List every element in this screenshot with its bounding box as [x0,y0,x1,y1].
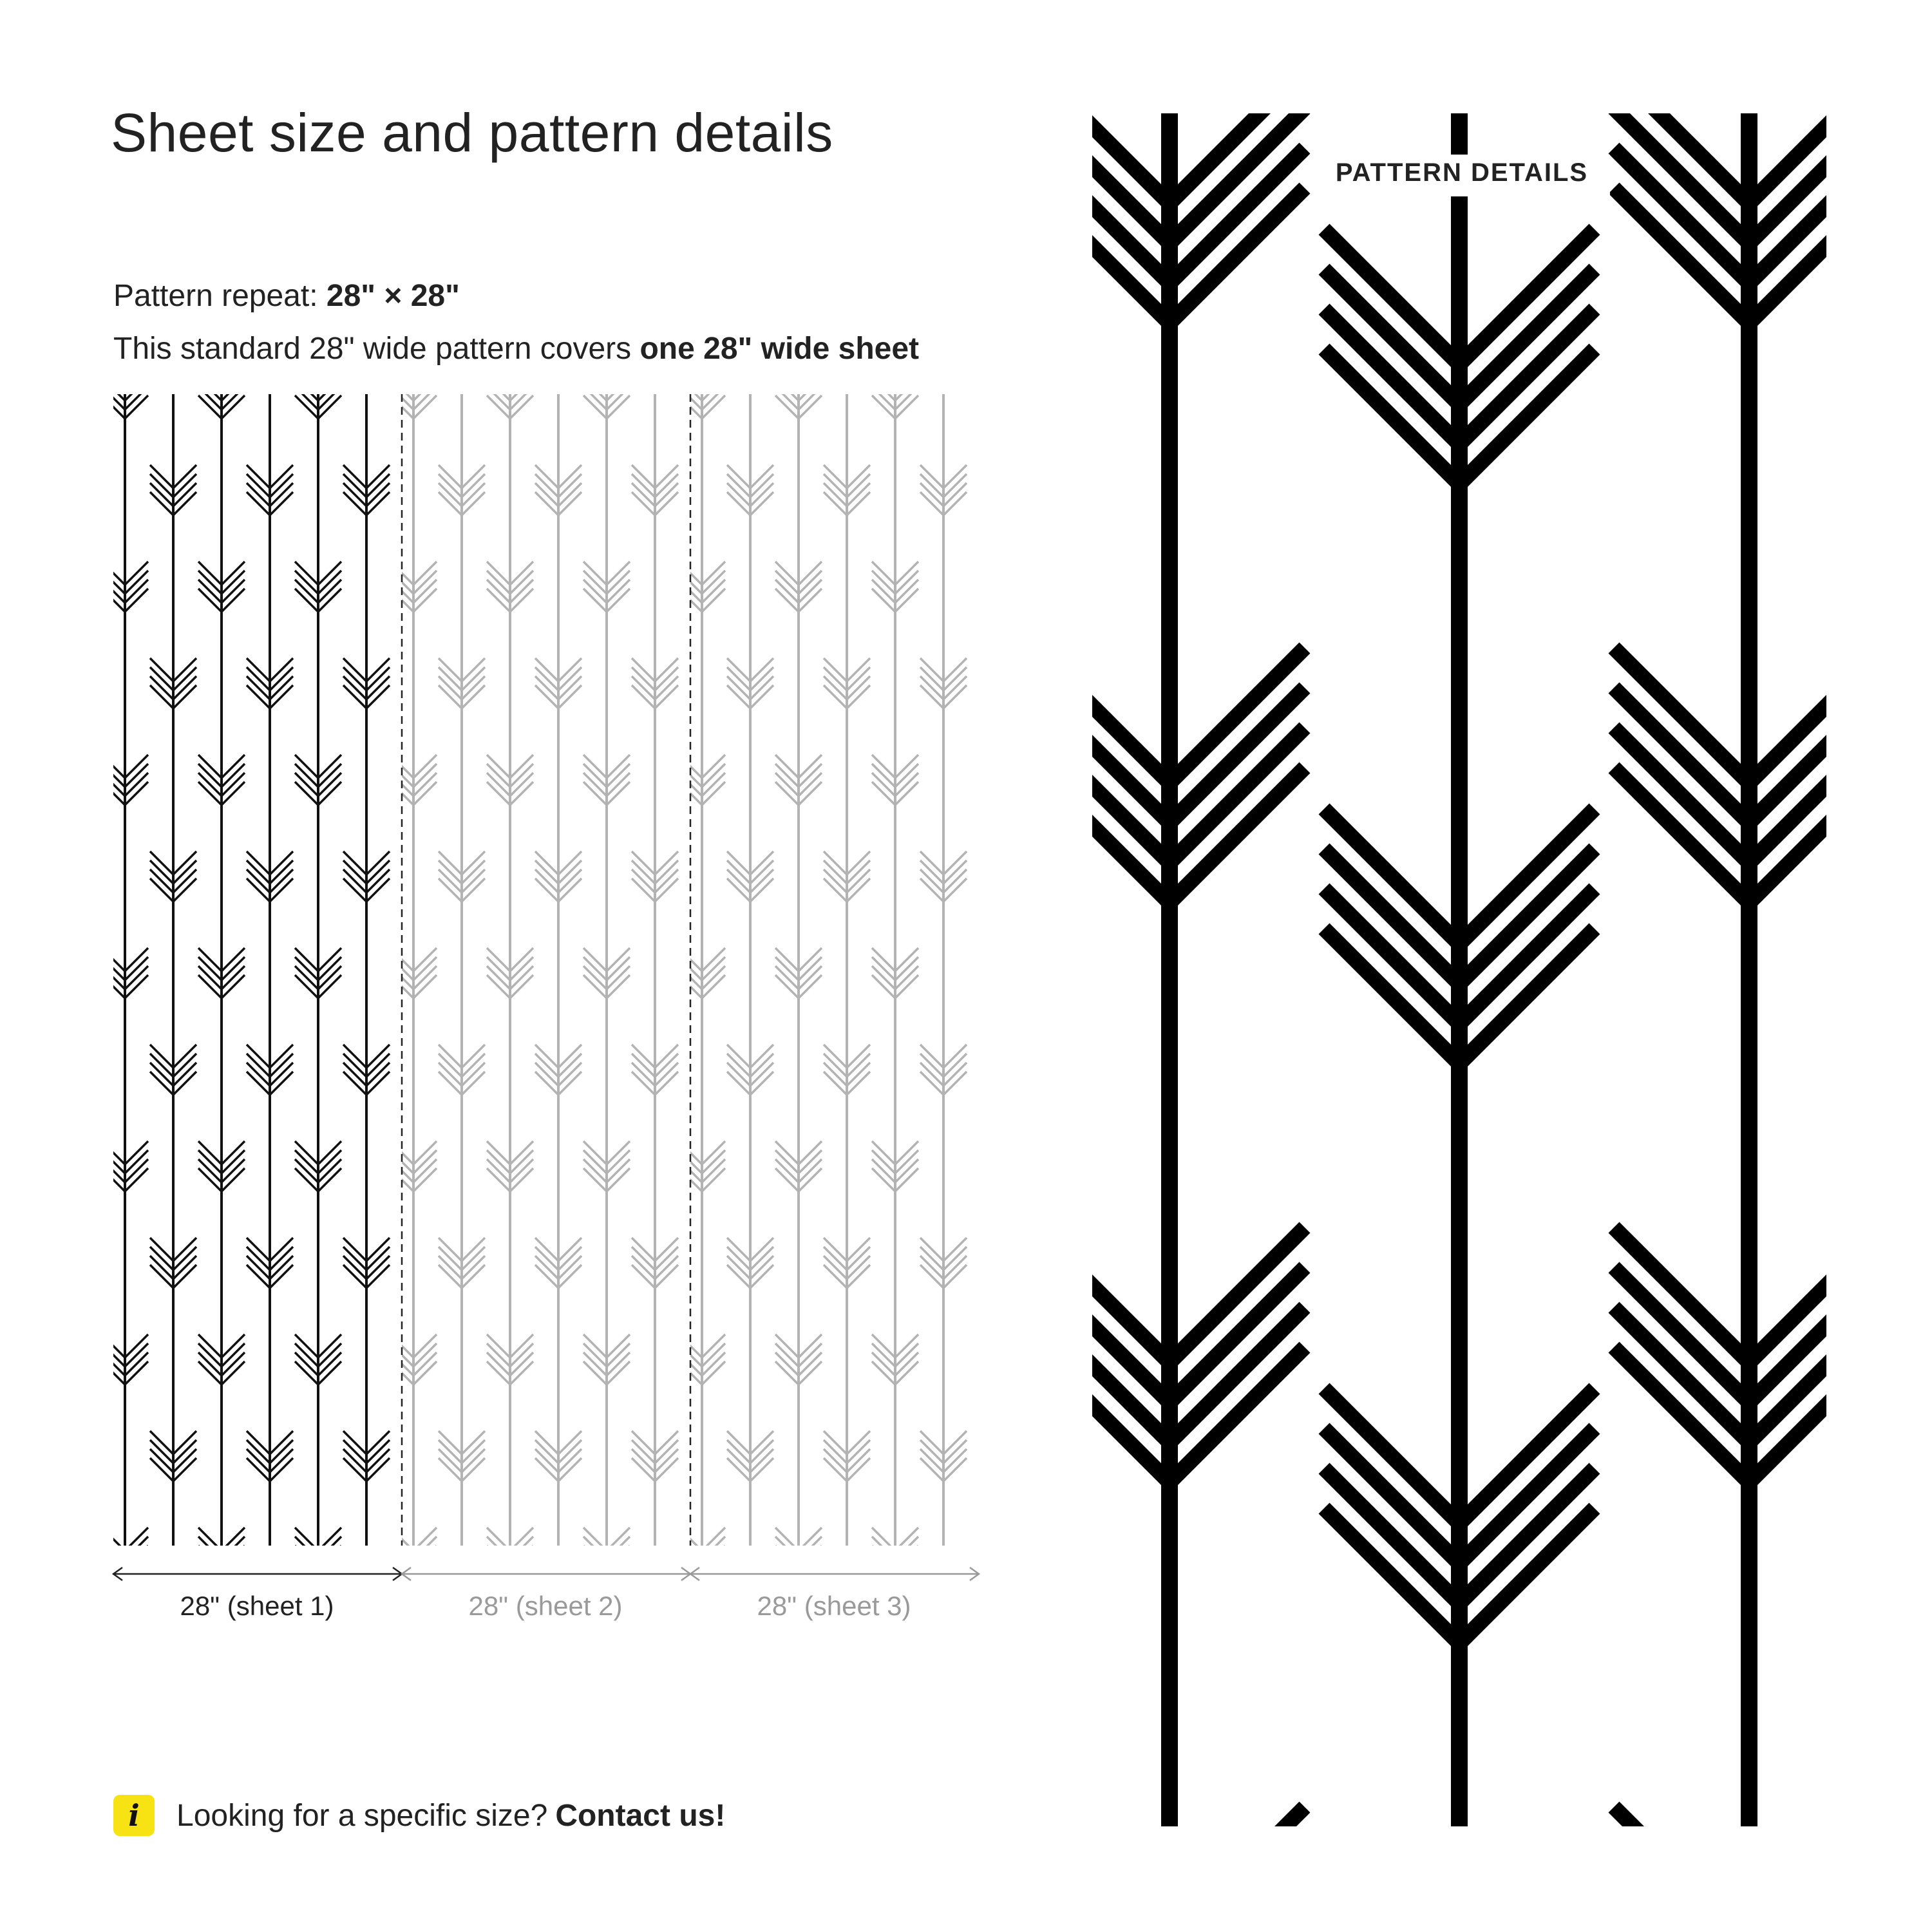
arrow-head [1614,1807,1826,1826]
arrow-head [1092,1227,1305,1482]
sheet-1-dimension [113,1567,402,1580]
arrow-head [113,1334,148,1385]
arrow-head [113,948,148,998]
pattern-detail-image [1092,113,1826,1826]
coverage-emphasis: one 28" wide sheet [639,332,920,366]
pattern-details-label: PATTERN DETAILS [1314,155,1610,196]
coverage-text: This standard 28" wide pattern covers [113,332,632,366]
page-title: Sheet size and pattern details [111,102,833,163]
sheet-2-width-label: 28" (sheet 2) [468,1591,623,1621]
arrow-head [113,755,148,805]
arrow-head [113,562,148,612]
sheet-3-width-label: 28" (sheet 3) [757,1591,911,1621]
pattern-repeat-label: Pattern repeat: [113,279,318,313]
arrow-head [1092,648,1305,903]
sheet-1-pattern [113,394,390,1546]
sheet-preview-pattern [113,394,979,1546]
pattern-repeat-info [113,278,460,314]
detail-arrow-column-3 [1614,113,1826,1826]
sheet-preview [113,394,979,1546]
arrow-head [113,1528,148,1546]
pattern-coverage-info [113,331,919,366]
arrow-head [1092,1807,1305,1826]
arrow-head [1614,1227,1826,1482]
arrow-head [1614,113,1826,323]
detail-arrow-column-1 [1092,113,1305,1826]
arrow-head [1092,113,1305,323]
arrow-head [113,1141,148,1191]
sheet-dimension-lines [107,1561,989,1587]
pattern-detail-zoom [1092,113,1826,1826]
detail-arrow-column-2 [1324,113,1595,1826]
sheet-2-pattern [390,394,678,1546]
info-icon: i [113,1795,155,1836]
pattern-repeat-value: 28" × 28" [326,279,460,313]
sheet-3-dimension [690,1567,979,1580]
sheet-2-dimension [402,1567,690,1580]
contact-us-link[interactable]: Contact us! [555,1798,726,1833]
arrow-head [113,394,148,419]
sheet-1-width-label: 28" (sheet 1) [180,1591,334,1621]
arrow-head [1614,648,1826,903]
contact-prompt [113,1794,725,1837]
contact-text: Looking for a specific size? [176,1798,548,1833]
sheet-3-pattern [679,394,967,1546]
